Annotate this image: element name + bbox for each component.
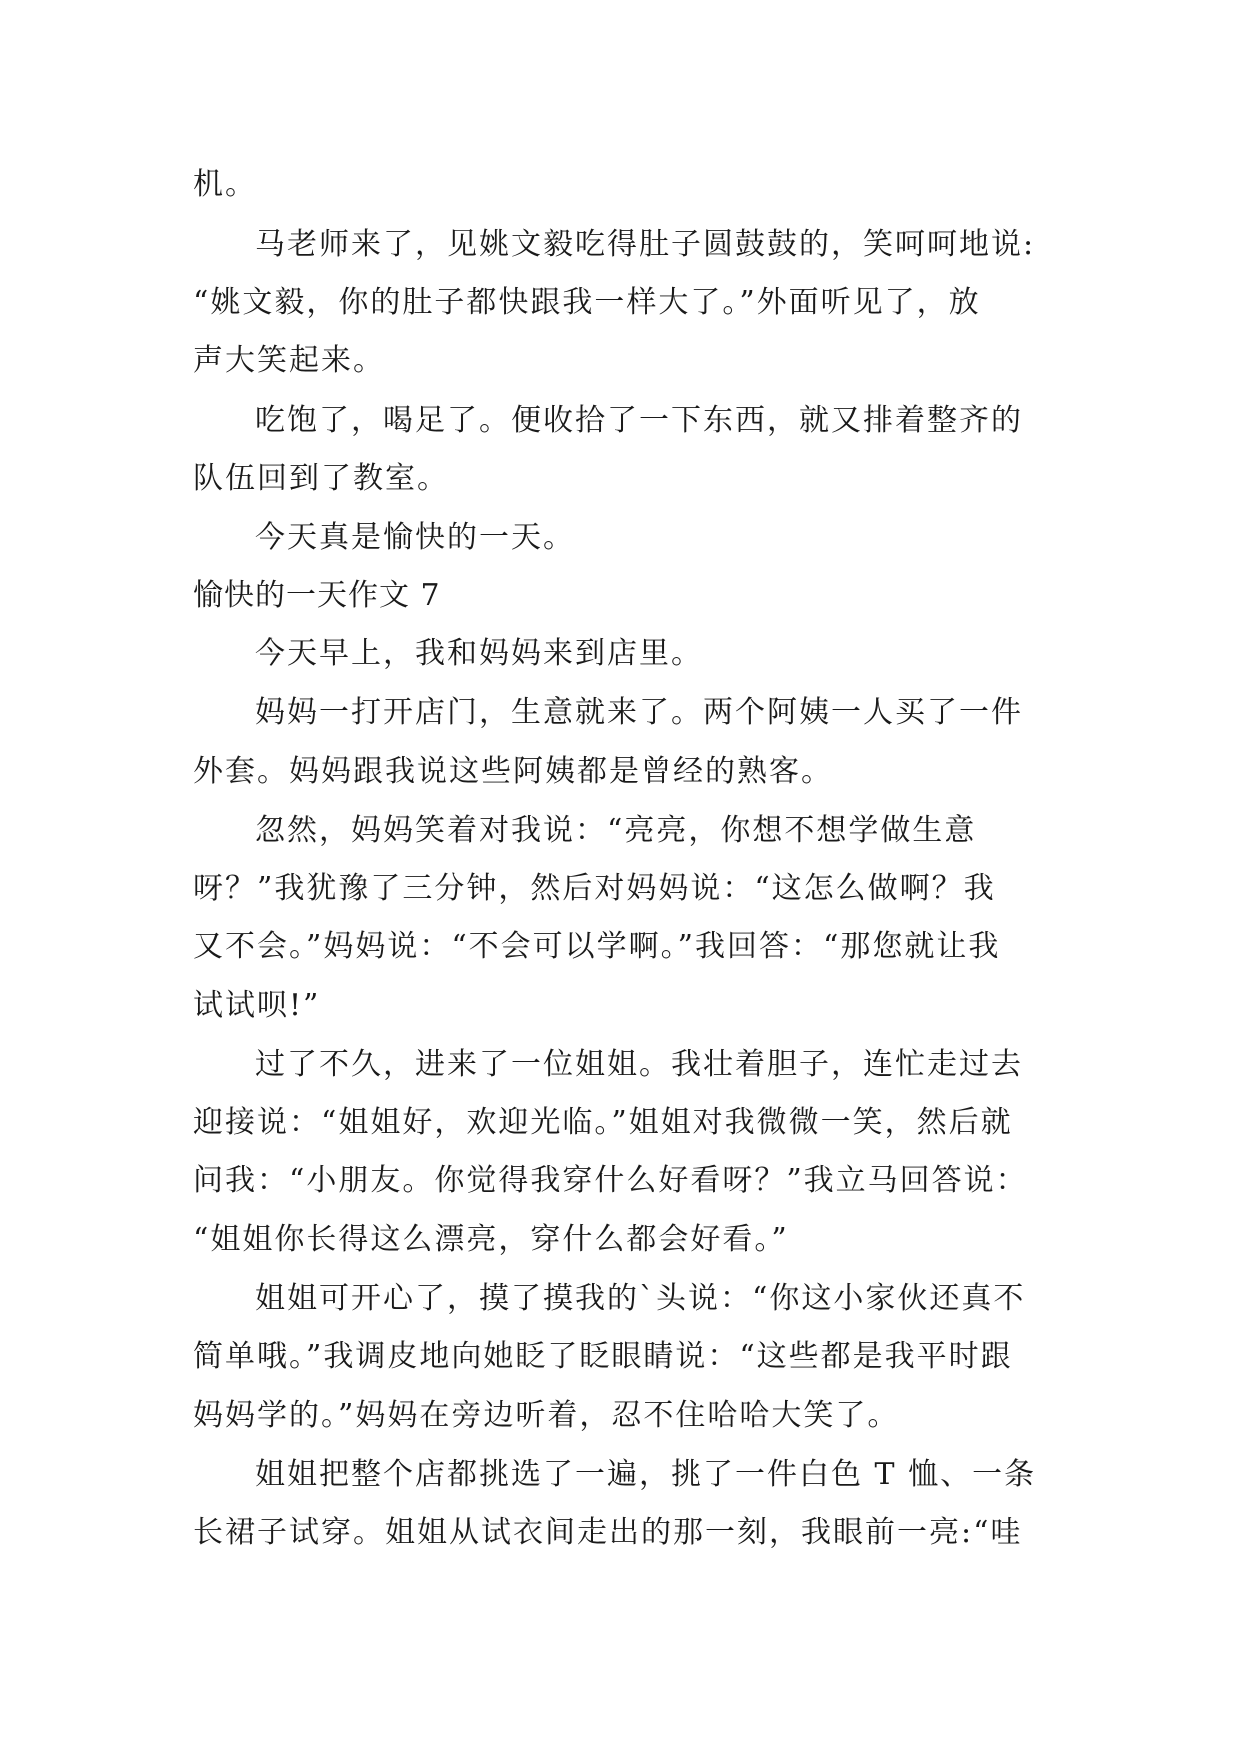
text-line: 简单哦。”我调皮地向她眨了眨眼睛说：“这些都是我平时跟 [193, 1339, 1013, 1374]
text-line: 队伍回到了教室。 [193, 461, 449, 496]
text-line: 今天早上，我和妈妈来到店里。 [255, 636, 703, 671]
text-line: 妈妈一打开店门，生意就来了。两个阿姨一人买了一件 [255, 695, 1023, 730]
text-line: 姐姐可开心了，摸了摸我的`头说：“你这小家伙还真不 [255, 1281, 1026, 1316]
text-line: 吃饱了，喝足了。便收拾了一下东西，就又排着整齐的 [255, 403, 1023, 438]
text-line: 迎接说：“姐姐好，欢迎光临。”姐姐对我微微一笑，然后就 [193, 1105, 1013, 1140]
text-line: 试试呗!” [193, 988, 321, 1023]
text-line: 忽然，妈妈笑着对我说：“亮亮，你想不想学做生意 [255, 813, 977, 848]
text-line: 问我：“小朋友。你觉得我穿什么好看呀？”我立马回答说： [193, 1163, 1028, 1198]
text-line: 又不会。”妈妈说：“不会可以学啊。”我回答：“那您就让我 [193, 929, 1001, 964]
text-line: 妈妈学的。”妈妈在旁边听着，忍不住哈哈大笑了。 [193, 1398, 900, 1433]
text-line: 今天真是愉快的一天。 [255, 520, 575, 555]
text-line: “姐姐你长得这么漂亮，穿什么都会好看。” [193, 1222, 789, 1257]
text-line: 机。 [193, 167, 257, 202]
text-line: 声大笑起来。 [193, 343, 385, 378]
text-line: “姚文毅，你的肚子都快跟我一样大了。”外面听见了，放 [193, 285, 981, 320]
text-line: 呀？”我犹豫了三分钟，然后对妈妈说：“这怎么做啊？我 [193, 871, 996, 906]
text-line: 长裙子试穿。姐姐从试衣间走出的那一刻，我眼前一亮:“哇 [193, 1515, 1023, 1550]
text-line: 姐姐把整个店都挑选了一遍，挑了一件白色 T 恤、一条 [255, 1457, 1037, 1492]
text-line: 马老师来了，见姚文毅吃得肚子圆鼓鼓的，笑呵呵地说: [255, 227, 1036, 262]
text-line: 过了不久，进来了一位姐姐。我壮着胆子，连忙走过去 [255, 1047, 1023, 1082]
section-title: 愉快的一天作文 7 [193, 578, 441, 613]
text-line: 外套。妈妈跟我说这些阿姨都是曾经的熟客。 [193, 754, 833, 789]
